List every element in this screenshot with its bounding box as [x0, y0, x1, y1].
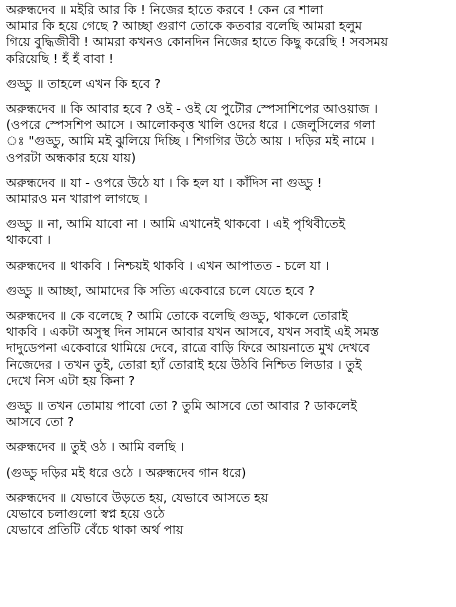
text-line: অরুন্ধদেব ॥ কি আবার হবে ? ওই - ওই যে পুটৌর স্পেসাশিপের আওয়াজ । [6, 101, 378, 117]
text-line: অরুন্ধদেব ॥ যেভাবে উড়তে হয়, যেভাবে আসতে হয় [6, 489, 269, 505]
text-line: (গুড্ডু দড়ির মই ধরে ওঠে । অরুন্ধদেব গান ধরে) [6, 464, 247, 480]
text-line: আমার কি হয়ে গেছে ? আচ্ছা গুরাণ তোকে কতবার বলেছি আমরা হলুম [6, 18, 363, 34]
text-line: থাকবো । [6, 232, 51, 248]
text-line: যেভাবে প্রতিটি বেঁচে থাকা অর্থ পায় [6, 522, 184, 538]
text-line: আমারও মন খারাপ লাগছে । [6, 191, 148, 207]
text-line: ঃ "গুড্ডু, আমি মই ঝুলিয়ে দিচ্ছি । শিগগির উঠে আয় । দড়ির মই নামে । [6, 133, 375, 149]
script-paragraph [6, 465, 450, 481]
text-line: নিজেদের । তখন তুই, তোরা হ্যাঁ তোরাই হয়ে উঠবি নিশ্চিত লিডার । তুই [6, 356, 362, 372]
text-line: অরুন্ধদেব ॥ থাকবি । নিশ্চয়ই থাকবি । এখন আপাতত - চলে যা । [6, 257, 330, 273]
script-paragraph [6, 490, 450, 539]
text-line: আসবে তো ? [6, 414, 74, 430]
text-line: দেখে নিস এটা হয় কিনা ? [6, 372, 135, 388]
text-line: গিয়ে বুদ্ধিজীবী ! আমরা কখনও কোনদিন নিজের হাতে কিছু করেছি ! সবসময় [6, 34, 389, 50]
text-line: যেভাবে চলাগুলো স্বপ্ন হয়ে ওঠে [6, 506, 165, 522]
text-line: (ওপরে স্পেসশিপ আসে । আলোকবৃত্ত খালি ওদের ধরে । জেলুসিলের গলা [6, 117, 376, 133]
text-line: ওপরটা অন্ধকার হয়ে যায়) [6, 149, 136, 165]
script-paragraph [6, 101, 450, 166]
text-line: গুড্ডু ॥ না, আমি যাবো না । আমি এখানেই থাকবো । এই পৃথিবীতেই [6, 216, 346, 232]
script-paragraph [6, 398, 450, 430]
script-paragraph [6, 439, 450, 455]
text-line: গুড্ডু ॥ তাহলে এখন কি হবে ? [6, 75, 161, 91]
script-paragraph [6, 175, 450, 207]
text-line: থাকবি । একটা অসুস্থ দিন সামনে আবার যখন আসবে, যখন সবাই এই সমস্ত [6, 324, 379, 340]
script-paragraph [6, 258, 450, 274]
script-paragraph [6, 283, 450, 299]
text-line: অরুন্ধদেব ॥ মইরি আর কি ! নিজের হাতে করবে ! কেন রে শালা [6, 2, 324, 17]
text-line: গুড্ডু ॥ তখন তোমায় পাবো তো ? তুমি আসবে তো আবার ? ডাকলেই [6, 398, 357, 414]
text-line: অরুন্ধদেব ॥ তুই ওঠ । আমি বলছি । [6, 439, 185, 455]
text-line: করিয়েছি ! হঁ হঁ বাবা ! [6, 50, 114, 66]
text-line: দাদুডেপনা একেবারে থামিয়ে দেবে, রাত্রে বাড়ি ফিরে আয়নাতে মুখ দেখবে [6, 340, 370, 356]
text-line: অরুন্ধদেব ॥ কে বলেছে ? আমি তোকে বলেছি গুড্ডু, থাকলে তোরাই [6, 308, 348, 324]
text-line: অরুন্ধদেব ॥ যা - ওপরে উঠে যা । কি হল যা । কাঁদিস না গুড্ডু ! [6, 174, 323, 190]
script-paragraph [6, 76, 450, 92]
script-paragraph [6, 308, 450, 389]
play-script-text [6, 2, 450, 538]
text-line: গুড্ডু ॥ আচ্ছা, আমাদের কি সত্যি একেবারে চলে যেতে হবে ? [6, 282, 315, 298]
script-paragraph [6, 216, 450, 248]
script-paragraph [6, 2, 450, 67]
